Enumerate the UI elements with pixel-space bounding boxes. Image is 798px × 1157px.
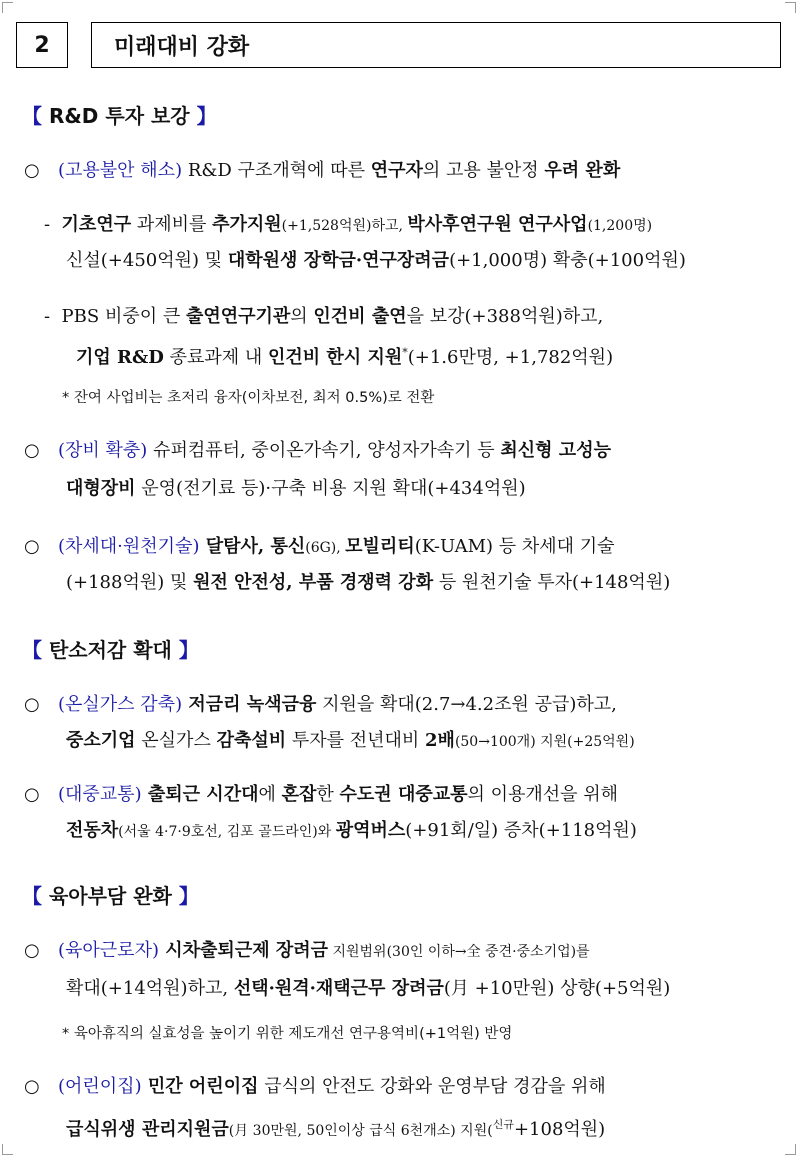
list-item-cont: 확대(+14억원)하고, 선택·원격·재택근무 장려금(月 +10만원) 상향(+5억원)	[66, 978, 671, 999]
page-title: 미래대비 강화	[91, 22, 781, 68]
section-heading-carbon: 【 탄소저감 확대 】	[22, 638, 199, 662]
list-item-cont: 중소기업 온실가스 감축설비 투자를 전년대비 2배(50→100개) 지원(+25억원)	[66, 730, 635, 751]
section-label: 육아부담 완화	[48, 884, 172, 908]
list-item-cont: 급식위생 관리지원금(月 30만원, 50인이상 급식 6천개소) 지원($^{신규}$+108억원)	[66, 1118, 606, 1140]
list-item-cont: (+188억원) 및 원전 안전성, 부품 경쟁력 강화 등 원천기술 투자(+148억원)	[66, 572, 671, 593]
page-corner-mark	[785, 1144, 796, 1155]
footnote: * 잔여 사업비는 초저리 융자(이차보전, 최저 0.5%)로 전환	[62, 390, 435, 406]
list-item: ○ (어린이집) 민간 어린이집 급식의 안전도 강화와 운영부담 경감을 위해	[24, 1076, 606, 1097]
list-item-cont: 대형장비 운영(전기료 등)·구축 비용 지원 확대(+434억원)	[66, 478, 526, 499]
section-heading-childcare: 【 육아부담 완화 】	[22, 884, 199, 908]
section-number: 2	[16, 22, 68, 68]
list-item: ○ (장비 확충) 슈퍼컴퓨터, 중이온가속기, 양성자가속기 등 최신형 고성능	[24, 440, 611, 461]
list-item: ○ (고용불안 해소) R&D 구조개혁에 따른 연구자의 고용 불안정 우려 완화	[24, 160, 621, 181]
list-item: ○ (온실가스 감축) 저금리 녹색금융 지원을 확대(2.7→4.2조원 공급)하고,	[24, 694, 617, 715]
footnote: * 육아휴직의 실효성을 높이기 위한 제도개선 연구용역비(+1억원) 반영	[62, 1026, 513, 1042]
list-item-cont: 전동차(서울 4·7·9호선, 김포 골드라인)와 광역버스(+91회/일) 증차(+118억원)	[66, 820, 637, 841]
section-heading-rd: 【 R&D 투자 보강 】	[22, 104, 217, 128]
section-label: R&D 투자 보강	[48, 104, 190, 128]
page-corner-mark	[2, 2, 13, 13]
sub-list-item-cont: 신설(+450억원) 및 대학원생 장학금·연구장려금(+1,000명) 확충(+100억원)	[66, 250, 686, 271]
page-corner-mark	[2, 1144, 13, 1155]
list-item: ○ (차세대·원천기술) 달탐사, 통신(6G), 모빌리티(K-UAM) 등 차세대 기술	[24, 536, 615, 557]
sub-list-item: - 기초연구 과제비를 추가지원(+1,528억원)하고, 박사후연구원 연구사업(1,200명)	[44, 214, 653, 235]
sub-list-item-cont: 기업 R&D 종료과제 내 인건비 한시 지원*(+1.6만명, +1,782억원)	[76, 346, 614, 368]
section-label: 탄소저감 확대	[48, 638, 172, 662]
sub-list-item: - PBS 비중이 큰 출연연구기관의 인건비 출연을 보강(+388억원)하고,	[44, 306, 604, 327]
list-item: ○ (대중교통) 출퇴근 시간대에 혼잡한 수도권 대중교통의 이용개선을 위해	[24, 784, 619, 805]
page-corner-mark	[785, 2, 796, 13]
list-item: ○ (육아근로자) 시차출퇴근제 장려금 지원범위(30인 이하→全 중견·중소기업)를	[24, 940, 590, 961]
